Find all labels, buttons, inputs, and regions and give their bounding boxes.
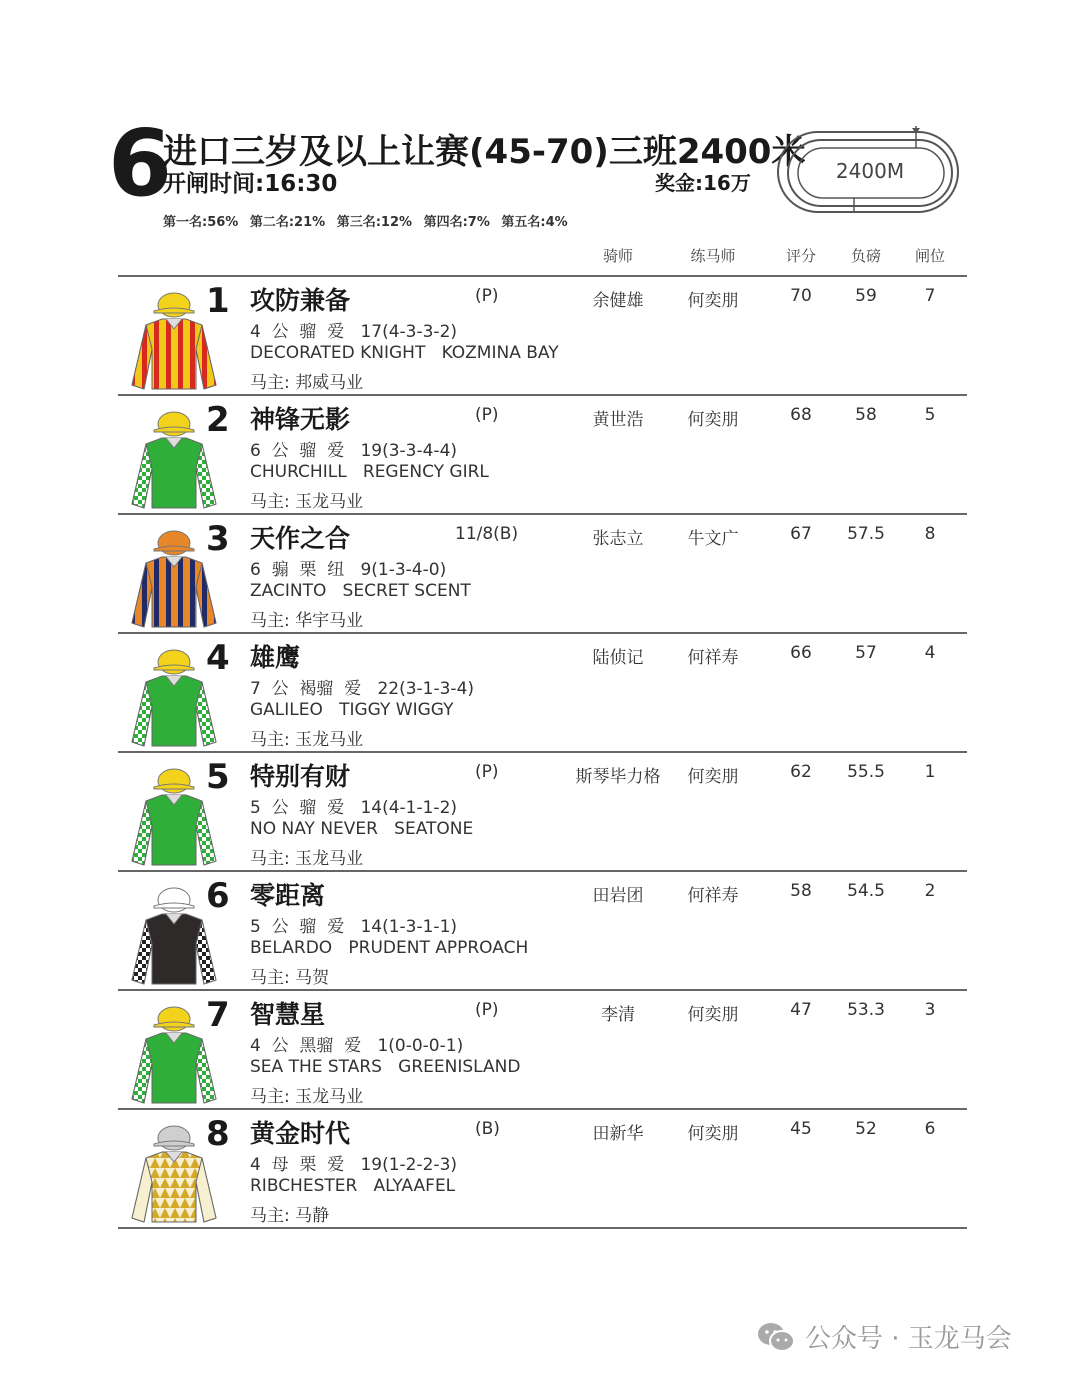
- rating: 47: [790, 1000, 812, 1020]
- trainer: 何奕朋: [687, 291, 739, 311]
- horse-number: 6: [206, 876, 230, 916]
- race-title: 进口三岁及以上让赛(45-70)三班2400米: [163, 132, 806, 172]
- owner: 马主: 玉龙马业: [250, 492, 364, 512]
- weight: 57.5: [847, 524, 885, 544]
- rating: 66: [790, 643, 812, 663]
- horse-name: 神锋无影: [250, 405, 351, 434]
- pedigree: RIBCHESTER ALYAAFEL: [250, 1176, 456, 1196]
- col-weight: 负磅: [850, 247, 881, 265]
- horse-info: 6 骟 栗 纽 9(1-3-4-0): [250, 560, 447, 580]
- rating: 62: [790, 762, 812, 782]
- watermark-text: 公众号 · 玉龙马会: [805, 1324, 1012, 1354]
- runner-row: [0, 634, 1080, 753]
- gear-code: (P): [475, 286, 499, 306]
- horse-name: 黄金时代: [250, 1119, 351, 1148]
- weight: 58: [855, 405, 877, 425]
- trainer: 何奕朋: [687, 410, 739, 430]
- jockey: 黄世浩: [592, 410, 644, 430]
- horse-number: 4: [206, 638, 230, 678]
- distribution-5: 第五名:4%: [501, 215, 568, 230]
- rating: 45: [790, 1119, 812, 1139]
- draw: 3: [924, 1000, 936, 1020]
- start-time: 开闸时间:16:30: [163, 171, 338, 197]
- owner: 马主: 华宇马业: [250, 611, 364, 631]
- jockey: 陆侦记: [592, 648, 644, 668]
- jockey: 斯琴毕力格: [575, 767, 661, 787]
- horse-info: 4 母 栗 爱 19(1-2-2-3): [250, 1155, 458, 1175]
- horse-name: 天作之合: [250, 524, 351, 553]
- trainer: 何祥寿: [687, 886, 739, 906]
- draw: 2: [924, 881, 936, 901]
- horse-number: 7: [206, 995, 230, 1035]
- weight: 55.5: [847, 762, 885, 782]
- horse-name: 零距离: [250, 881, 326, 910]
- horse-info: 5 公 骝 爱 14(1-3-1-1): [250, 917, 458, 937]
- trainer: 何奕朋: [687, 1005, 739, 1025]
- distribution-3: 第三名:12%: [336, 215, 413, 230]
- owner: 马主: 玉龙马业: [250, 730, 364, 750]
- wechat-icon: [757, 1321, 795, 1353]
- trainer: 何奕朋: [687, 1124, 739, 1144]
- divider: [118, 1227, 967, 1229]
- horse-name: 雄鹰: [250, 643, 301, 672]
- horse-number: 8: [206, 1114, 230, 1154]
- owner: 马主: 玉龙马业: [250, 849, 364, 869]
- horse-number: 3: [206, 519, 230, 559]
- pedigree: DECORATED KNIGHT KOZMINA BAY: [250, 343, 559, 363]
- draw: 8: [924, 524, 936, 544]
- draw: 6: [924, 1119, 936, 1139]
- runner-row: [0, 872, 1080, 991]
- prize-distribution: [163, 211, 575, 230]
- trainer: 何奕朋: [687, 767, 739, 787]
- horse-info: 7 公 褐骝 爱 22(3-1-3-4): [250, 679, 475, 699]
- pedigree: CHURCHILL REGENCY GIRL: [250, 462, 489, 482]
- jockey: 张志立: [592, 529, 644, 549]
- gear-code: (B): [475, 1119, 500, 1139]
- horse-number: 2: [206, 400, 230, 440]
- horse-name: 攻防兼备: [250, 286, 351, 315]
- horse-info: 4 公 黑骝 爱 1(0-0-0-1): [250, 1036, 464, 1056]
- rating: 67: [790, 524, 812, 544]
- horse-name: 特别有财: [250, 762, 351, 791]
- track-diagram: [776, 122, 964, 214]
- draw: 7: [924, 286, 936, 306]
- draw: 1: [924, 762, 936, 782]
- runner-row: [0, 515, 1080, 634]
- distribution-4: 第四名:7%: [423, 215, 490, 230]
- rating: 58: [790, 881, 812, 901]
- runner-row: [0, 277, 1080, 396]
- jockey: 李清: [601, 1005, 635, 1025]
- horse-info: 6 公 骝 爱 19(3-3-4-4): [250, 441, 458, 461]
- horse-number: 5: [206, 757, 230, 797]
- horse-info: 4 公 骝 爱 17(4-3-3-2): [250, 322, 458, 342]
- gear-code: (P): [475, 405, 499, 425]
- horse-name: 智慧星: [250, 1000, 326, 1029]
- weight: 59: [855, 286, 877, 306]
- track-distance-label: 2400M: [835, 159, 905, 183]
- runner-row: [0, 396, 1080, 515]
- owner: 马主: 玉龙马业: [250, 1087, 364, 1107]
- col-trainer: 练马师: [690, 247, 736, 265]
- pedigree: NO NAY NEVER SEATONE: [250, 819, 474, 839]
- runner-row: [0, 991, 1080, 1110]
- draw: 4: [924, 643, 936, 663]
- gear-code: (P): [475, 762, 499, 782]
- weight: 52: [855, 1119, 877, 1139]
- gear-code: (P): [475, 1000, 499, 1020]
- weight: 53.3: [847, 1000, 885, 1020]
- race-number: 6: [108, 110, 173, 217]
- col-draw: 闸位: [914, 247, 945, 265]
- draw: 5: [924, 405, 936, 425]
- pedigree: GALILEO TIGGY WIGGY: [250, 700, 454, 720]
- distribution-2: 第二名:21%: [249, 215, 326, 230]
- col-jockey: 骑师: [602, 247, 633, 265]
- horse-number: 1: [206, 281, 230, 321]
- jockey: 余健雄: [592, 291, 644, 311]
- col-rating: 评分: [785, 247, 816, 265]
- pedigree: ZACINTO SECRET SCENT: [250, 581, 471, 601]
- prize-money: 奖金:16万: [655, 171, 751, 195]
- horse-info: 5 公 骝 爱 14(4-1-1-2): [250, 798, 458, 818]
- gear-code: 11/8(B): [455, 524, 519, 544]
- owner: 马主: 马静: [250, 1206, 330, 1226]
- trainer: 何祥寿: [687, 648, 739, 668]
- runner-row: [0, 753, 1080, 872]
- pedigree: SEA THE STARS GREENISLAND: [250, 1057, 521, 1077]
- rating: 68: [790, 405, 812, 425]
- pedigree: BELARDO PRUDENT APPROACH: [250, 938, 529, 958]
- owner: 马主: 马贺: [250, 968, 330, 988]
- rating: 70: [790, 286, 812, 306]
- runner-row: [0, 1110, 1080, 1229]
- trainer: 牛文广: [687, 529, 739, 549]
- distribution-1: 第一名:56%: [163, 215, 239, 230]
- jockey: 田新华: [592, 1124, 644, 1144]
- weight: 57: [855, 643, 877, 663]
- weight: 54.5: [847, 881, 885, 901]
- watermark: [757, 1318, 1012, 1355]
- jockey: 田岩团: [592, 886, 644, 906]
- owner: 马主: 邦威马业: [250, 373, 364, 393]
